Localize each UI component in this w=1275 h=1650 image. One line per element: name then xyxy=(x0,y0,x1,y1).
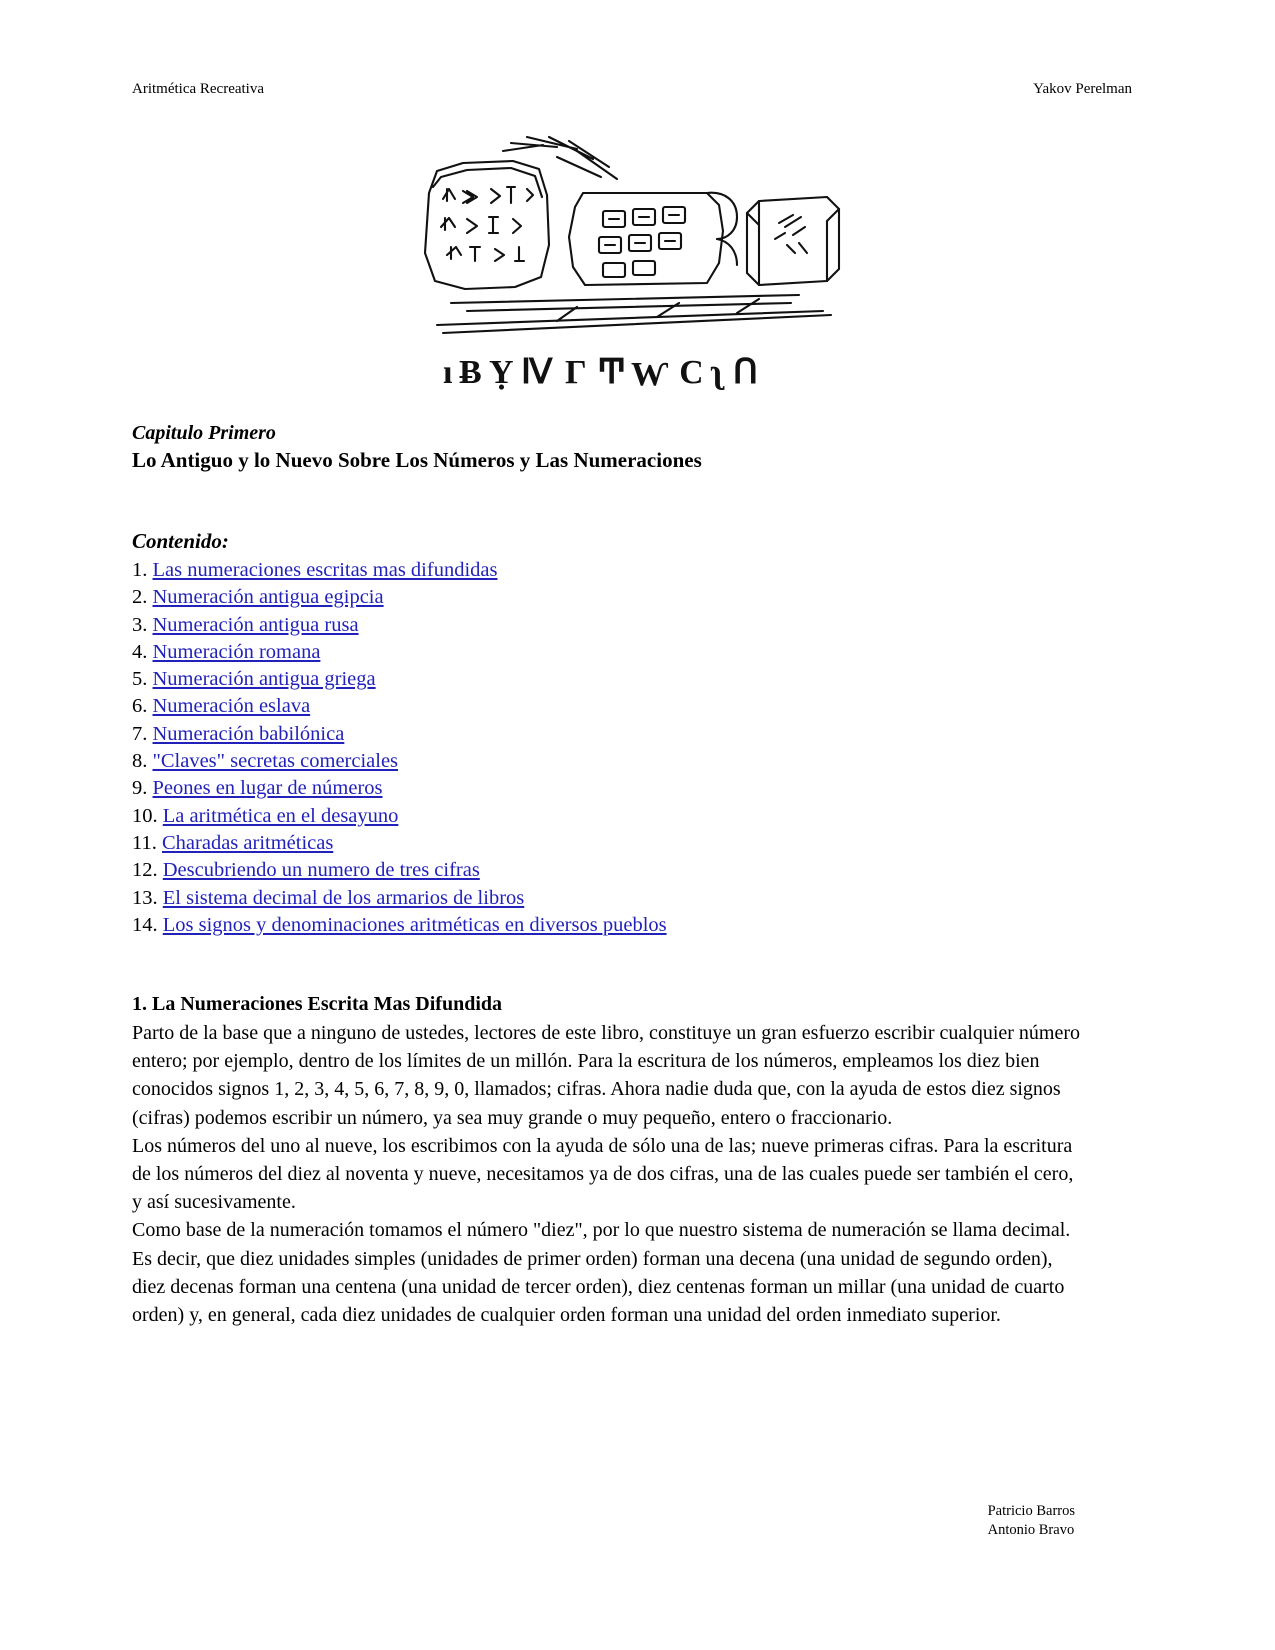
toc-entry xyxy=(132,721,1132,748)
toc-entry-link[interactable]: Descubriendo un numero de tres cifras xyxy=(162,859,480,882)
paragraph-list xyxy=(132,1019,1082,1329)
glyph-8: Ϲ xyxy=(679,354,704,391)
body-paragraph: Es decir, que diez unidades simples (unidades de primer orden) forman una decena (una unidad de segundo orden), diez decenas forman una centena (una unidad de tercer orden), diez centenas forman un millar (una unidad de cuarto orden) y, en general, cada diez unidades de cualquier orden forman una unidad del orden inmediato superior. xyxy=(132,1247,1065,1327)
page-footer xyxy=(988,1502,1075,1540)
toc-entry-number: 10. xyxy=(132,804,158,827)
body-paragraph: Como base de la numeración tomamos el número "diez", por lo que nuestro sistema de numeración se llama decimal. xyxy=(132,1219,1071,1242)
toc-entry-number: 2. xyxy=(132,586,148,609)
toc-entry-number: 1. xyxy=(132,559,148,581)
chapter-title: Lo Antiguo y lo Nuevo Sobre Los Números y Las Numeraciones xyxy=(132,448,702,472)
toc-entry-number: 14. xyxy=(132,913,158,936)
toc-entry-number: 9. xyxy=(132,777,148,800)
footer-line-1: Patricio Barros xyxy=(987,1503,1075,1519)
toc-entry-link[interactable]: Los signos y denominaciones aritméticas en diversos pueblos xyxy=(162,913,667,936)
section-block xyxy=(132,990,1082,1329)
chapter-illustration xyxy=(132,130,1142,410)
toc-entry xyxy=(132,557,1132,584)
toc-entry-link[interactable]: Numeración antigua griega xyxy=(152,668,376,691)
glyph-5: Γ xyxy=(565,354,587,391)
toc-entry-link[interactable]: Numeración antigua egipcia xyxy=(152,586,384,609)
toc-entry xyxy=(132,584,1132,611)
toc-entry-number: 5. xyxy=(132,668,148,691)
glyph-2: Ƀ xyxy=(459,354,482,391)
chapter-heading-block xyxy=(132,420,1132,474)
toc-entry xyxy=(132,612,1132,639)
glyph-10: Ո xyxy=(733,354,758,391)
section-heading: 1. La Numeraciones Escrita Mas Difundida xyxy=(132,993,502,1015)
table-of-contents xyxy=(132,527,1132,939)
toc-entry-number: 3. xyxy=(132,613,148,636)
glyph-3: Ỵ xyxy=(489,354,514,391)
toc-list xyxy=(132,557,1132,939)
chapter-kicker: Capitulo Primero xyxy=(132,422,276,444)
toc-entry-link[interactable]: Las numeraciones escritas mas difundidas xyxy=(152,559,498,581)
glyph-1: ı xyxy=(443,354,453,391)
author-name: Yakov Perelman xyxy=(1033,81,1132,97)
toc-entry xyxy=(132,830,1132,857)
toc-entry-number: 11. xyxy=(132,831,157,854)
toc-entry-link[interactable]: Numeración romana xyxy=(152,640,321,663)
glyph-9: ʅ xyxy=(711,354,723,391)
toc-entry xyxy=(132,912,1132,939)
toc-entry xyxy=(132,639,1132,666)
toc-entry-number: 6. xyxy=(132,695,148,718)
toc-entry xyxy=(132,748,1132,775)
toc-entry-link[interactable]: El sistema decimal de los armarios de libros xyxy=(162,886,525,909)
toc-entry xyxy=(132,885,1132,912)
glyph-6: Ͳ xyxy=(597,354,627,391)
contents-heading: Contenido: xyxy=(132,529,229,553)
toc-entry-number: 8. xyxy=(132,750,148,773)
toc-entry-link[interactable]: Peones en lugar de números xyxy=(152,777,383,800)
body-paragraph: Parto de la base que a ninguno de ustedes, lectores de este libro, constituye un gran esfuerzo escribir cualquier número entero; por ejemplo, dentro de los límites de un millón. Para la escritura de los números, empleamos los diez bien conocidos signos 1, 2, 3, 4, 5, 6, 7, 8, 9, 0, llamados; cifras. Ahora nadie duda que, con la ayuda de estos diez signos (cifras) podemos escribir un número, ya sea muy grande o muy pequeño, entero o fraccionario. xyxy=(132,1022,1081,1129)
running-head xyxy=(132,80,1132,98)
toc-entry-number: 12. xyxy=(132,859,158,882)
toc-entry-link[interactable]: Numeración eslava xyxy=(152,695,311,718)
toc-entry-link[interactable]: Numeración babilónica xyxy=(152,722,345,745)
footer-line-2: Antonio Bravo xyxy=(987,1522,1075,1538)
toc-entry-link[interactable]: Charadas aritméticas xyxy=(162,831,334,854)
toc-entry-link[interactable]: Numeración antigua rusa xyxy=(152,613,359,636)
toc-entry xyxy=(132,803,1132,830)
toc-entry xyxy=(132,775,1132,802)
glyph-7: Ⱳ xyxy=(631,356,669,393)
toc-entry-link[interactable]: "Claves" secretas comerciales xyxy=(152,750,399,773)
glyph-4: Ⅳ xyxy=(521,354,553,391)
toc-entry xyxy=(132,693,1132,720)
toc-entry-number: 13. xyxy=(132,886,158,909)
book-title: Aritmética Recreativa xyxy=(132,81,265,97)
toc-entry-number: 4. xyxy=(132,640,148,663)
toc-entry xyxy=(132,857,1132,884)
toc-entry-link[interactable]: La aritmética en el desayuno xyxy=(162,804,399,827)
toc-entry xyxy=(132,666,1132,693)
body-paragraph: Los números del uno al nueve, los escribimos con la ayuda de sólo una de las; nueve primeras cifras. Para la escritura de los números del diez al noventa y nueve, necesitamos ya de dos cifras, una de las cuales puede ser también el cero, y así sucesivamente. xyxy=(132,1134,1074,1214)
toc-entry-number: 7. xyxy=(132,722,148,745)
ancient-tablets-scroll-book-icon xyxy=(407,135,867,405)
